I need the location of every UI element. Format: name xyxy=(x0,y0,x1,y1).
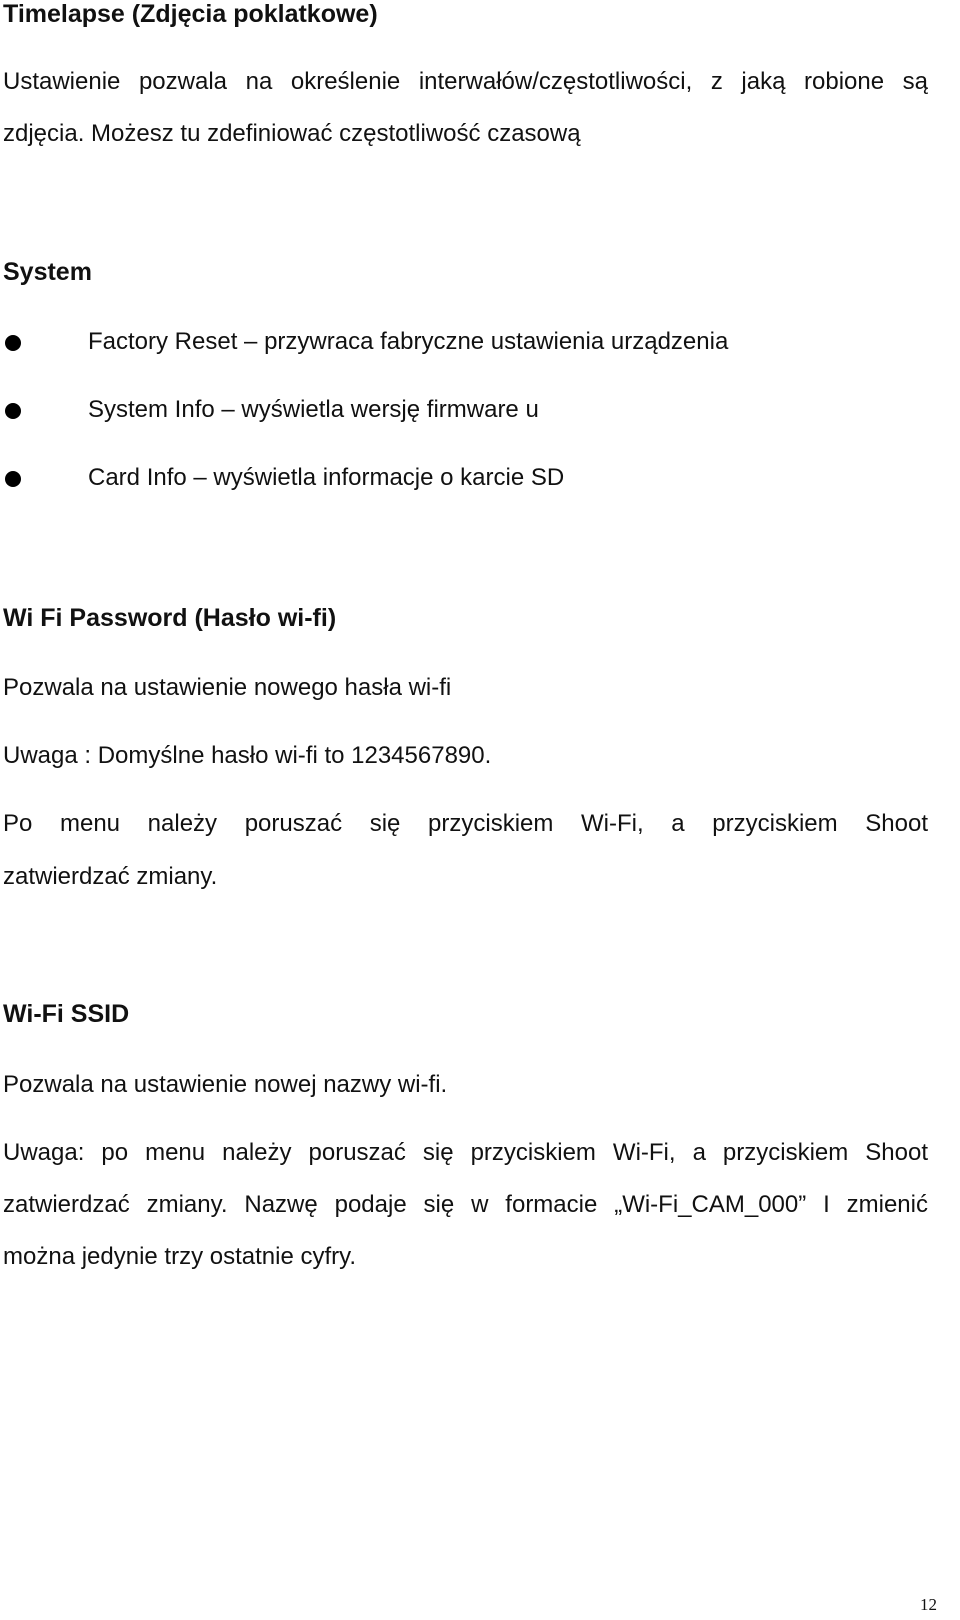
wifi-ssid-heading: Wi-Fi SSID xyxy=(3,1000,130,1028)
timelapse-text-line1: Ustawienie pozwala na określenie interwałów/częstotliwości, z jaką robione są xyxy=(3,68,928,95)
system-item-text: System Info – wyświetla wersję firmware u xyxy=(88,396,539,423)
bullet-icon xyxy=(5,403,21,419)
wifi-ssid-text-line4: można jedynie trzy ostatnie cyfry. xyxy=(3,1243,357,1270)
system-item-text: Card Info – wyświetla informacje o karcie SD xyxy=(88,464,565,491)
wifi-password-text-line3: Po menu należy poruszać się przyciskiem Wi-Fi, a przyciskiem Shoot xyxy=(3,810,928,837)
wifi-ssid-text-line2: Uwaga: po menu należy poruszać się przyciskiem Wi-Fi, a przyciskiem Shoot xyxy=(3,1139,928,1166)
wifi-password-default-note: Uwaga : Domyślne hasło wi-fi to 1234567890. xyxy=(3,742,492,769)
bullet-icon xyxy=(5,471,21,487)
wifi-ssid-text-line3: zatwierdzać zmiany. Nazwę podaje się w formacie „Wi-Fi_CAM_000” I zmienić xyxy=(3,1191,928,1218)
timelapse-heading: Timelapse (Zdjęcia poklatkowe) xyxy=(3,0,378,28)
wifi-password-text-line1: Pozwala na ustawienie nowego hasła wi-fi xyxy=(3,674,452,701)
system-heading: System xyxy=(3,258,92,286)
system-item-text: Factory Reset – przywraca fabryczne ustawienia urządzenia xyxy=(88,328,729,355)
wifi-ssid-text-line1: Pozwala na ustawienie nowej nazwy wi-fi. xyxy=(3,1071,448,1098)
page-number: 12 xyxy=(920,1595,937,1614)
wifi-password-heading: Wi Fi Password (Hasło wi-fi) xyxy=(3,604,337,632)
timelapse-text-line2: zdjęcia. Możesz tu zdefiniować częstotliwość czasową xyxy=(3,120,581,147)
bullet-icon xyxy=(5,335,21,351)
wifi-password-text-line4: zatwierdzać zmiany. xyxy=(3,863,218,890)
